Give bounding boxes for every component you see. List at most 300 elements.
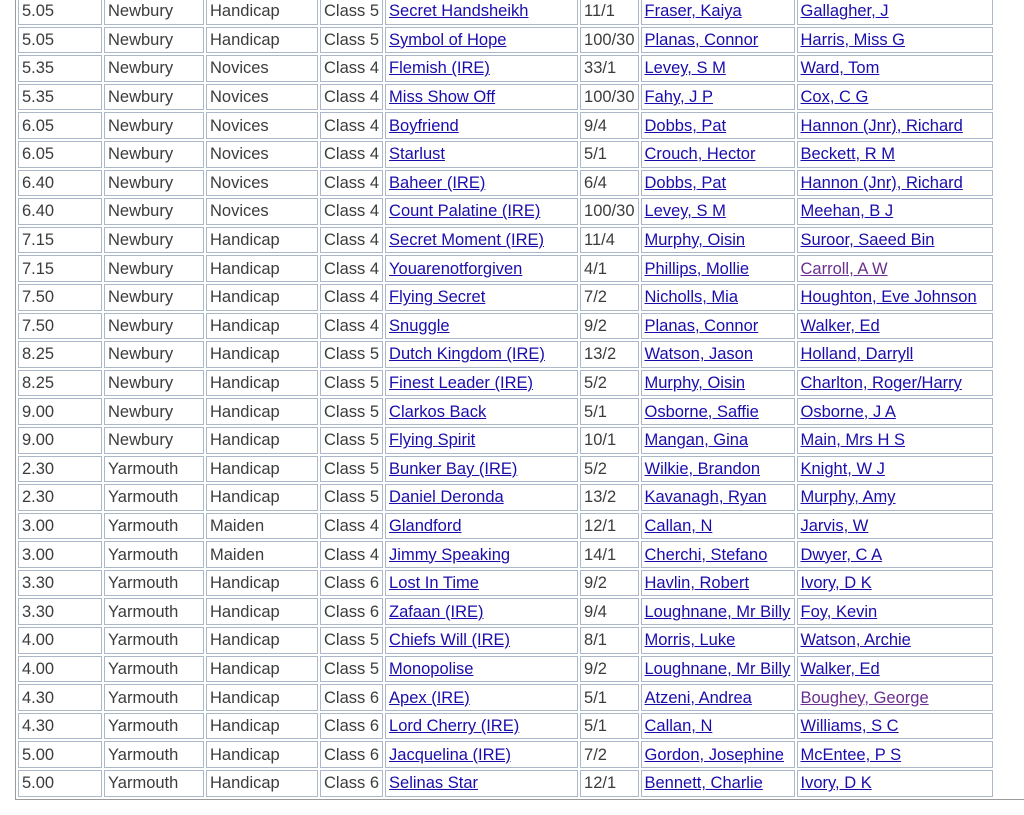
trainer-link[interactable]: Carroll, A W [800, 259, 888, 278]
jockey-link[interactable]: Bennett, Charlie [644, 774, 763, 793]
trainer-link[interactable]: Knight, W J [800, 459, 885, 478]
jockey-cell [641, 313, 795, 340]
race-time-cell: 6.05 [22, 116, 55, 135]
horse-cell [385, 55, 578, 82]
time-cell [18, 770, 102, 797]
jockey-link[interactable]: Dobbs, Pat [644, 116, 727, 135]
race-class-cell: Class 4 [324, 145, 380, 164]
horse-cell [385, 370, 578, 397]
type-cell [206, 255, 318, 282]
course-cell: Newbury [108, 145, 174, 164]
course-cell [104, 598, 204, 625]
trainer-link[interactable]: Boughey, George [800, 688, 929, 707]
horse-cell [385, 27, 578, 54]
jockey-link[interactable]: Gordon, Josephine [644, 745, 784, 764]
jockey-cell [641, 570, 795, 597]
table-row [18, 484, 993, 511]
class-cell [320, 84, 383, 111]
trainer-cell [797, 84, 993, 111]
race-time-cell: 3.00 [22, 545, 55, 564]
race-time-cell: 6.05 [22, 145, 55, 164]
race-type-cell: Novices [210, 116, 269, 135]
odds-cell [580, 112, 638, 139]
table-row [18, 141, 993, 168]
table-row [18, 713, 993, 740]
type-cell [206, 27, 318, 54]
horse-link[interactable]: Dutch Kingdom (IRE) [389, 345, 545, 364]
jockey-link[interactable]: Murphy, Oisin [644, 374, 746, 393]
race-type-cell: Maiden [210, 516, 265, 535]
type-cell [206, 284, 318, 311]
jockey-link[interactable]: Watson, Jason [644, 345, 754, 364]
class-cell [320, 198, 383, 225]
trainer-link[interactable]: Harris, Miss G [800, 30, 905, 49]
race-type-cell: Maiden [210, 545, 265, 564]
race-class-cell: Class 5 [324, 431, 380, 450]
odds-cell [580, 713, 638, 740]
odds-cell [580, 541, 638, 568]
course-cell [104, 0, 204, 25]
jockey-link[interactable]: Atzeni, Andrea [644, 688, 752, 707]
type-cell [206, 398, 318, 425]
race-class-cell: Class 4 [324, 316, 380, 335]
jockey-cell [641, 141, 795, 168]
class-cell [320, 570, 383, 597]
jockey-link[interactable]: Osborne, Saffie [644, 402, 759, 421]
trainer-link[interactable]: Meehan, B J [800, 202, 894, 221]
odds-cell [580, 341, 638, 368]
odds-cell [580, 741, 638, 768]
horse-cell [385, 255, 578, 282]
course-cell [104, 513, 204, 540]
course-cell [104, 27, 204, 54]
course-cell [104, 198, 204, 225]
class-cell [320, 313, 383, 340]
trainer-link[interactable]: Ward, Tom [800, 59, 880, 78]
horse-cell [385, 541, 578, 568]
jockey-link[interactable]: Morris, Luke [644, 631, 736, 650]
odds-cell [580, 227, 638, 254]
horse-cell [385, 456, 578, 483]
horse-link[interactable]: Jimmy Speaking [389, 545, 511, 564]
odds-cell: 9/2 [584, 316, 607, 335]
jockey-link[interactable]: Dobbs, Pat [644, 173, 727, 192]
race-class-cell: Class 4 [324, 173, 380, 192]
race-class-cell: Class 5 [324, 631, 380, 650]
course-cell [104, 370, 204, 397]
results-table-body [18, 0, 993, 797]
jockey-link[interactable]: Nicholls, Mia [644, 288, 739, 307]
course-cell: Newbury [108, 59, 174, 78]
odds-cell: 5/1 [584, 402, 607, 421]
trainer-link[interactable]: Beckett, R M [800, 145, 895, 164]
horse-link[interactable]: Baheer (IRE) [389, 173, 486, 192]
type-cell [206, 684, 318, 711]
class-cell [320, 513, 383, 540]
race-type-cell: Handicap [210, 688, 280, 707]
time-cell [18, 656, 102, 683]
course-cell [104, 770, 204, 797]
class-cell [320, 427, 383, 454]
jockey-cell [641, 741, 795, 768]
race-class-cell: Class 4 [324, 202, 380, 221]
time-cell [18, 684, 102, 711]
jockey-link[interactable]: Kavanagh, Ryan [644, 488, 767, 507]
odds-cell: 6/4 [584, 173, 607, 192]
odds-cell: 12/1 [584, 774, 617, 793]
jockey-link[interactable]: Wilkie, Brandon [644, 459, 761, 478]
course-cell: Newbury [108, 30, 174, 49]
course-cell: Newbury [108, 116, 174, 135]
type-cell [206, 227, 318, 254]
course-cell: Newbury [108, 402, 174, 421]
odds-cell [580, 84, 638, 111]
race-class-cell: Class 4 [324, 88, 380, 107]
course-cell [104, 484, 204, 511]
course-cell [104, 570, 204, 597]
odds-cell [580, 284, 638, 311]
odds-cell: 5/1 [584, 717, 607, 736]
odds-cell: 13/2 [584, 345, 617, 364]
trainer-link[interactable]: Williams, S C [800, 717, 899, 736]
jockey-link[interactable]: Callan, N [644, 717, 713, 736]
trainer-link[interactable]: Walker, Ed [800, 316, 880, 335]
horse-link[interactable]: Flemish (IRE) [389, 59, 490, 78]
type-cell [206, 541, 318, 568]
odds-cell: 10/1 [584, 431, 617, 450]
course-cell [104, 713, 204, 740]
type-cell [206, 656, 318, 683]
jockey-cell [641, 84, 795, 111]
horse-link[interactable]: Youarenotforgiven [389, 259, 523, 278]
trainer-cell [797, 398, 993, 425]
jockey-link[interactable]: Levey, S M [644, 59, 726, 78]
type-cell [206, 456, 318, 483]
odds-cell: 7/2 [584, 288, 607, 307]
course-cell [104, 284, 204, 311]
race-class-cell: Class 4 [324, 516, 380, 535]
trainer-link[interactable]: Holland, Darryll [800, 345, 914, 364]
class-cell [320, 255, 383, 282]
trainer-link[interactable]: Dwyer, C A [800, 545, 883, 564]
odds-cell [580, 427, 638, 454]
race-type-cell: Novices [210, 202, 269, 221]
table-row [18, 313, 993, 340]
table-row [18, 598, 993, 625]
jockey-link[interactable]: Planas, Connor [644, 316, 759, 335]
jockey-link[interactable]: Murphy, Oisin [644, 231, 746, 250]
course-cell: Newbury [108, 288, 174, 307]
jockey-link[interactable]: Loughnane, Mr Billy [644, 659, 791, 678]
type-cell [206, 513, 318, 540]
class-cell [320, 370, 383, 397]
odds-cell: 9/4 [584, 602, 607, 621]
jockey-cell [641, 284, 795, 311]
trainer-cell [797, 0, 993, 25]
race-time-cell: 5.00 [22, 745, 55, 764]
trainer-link[interactable]: Houghton, Eve Johnson [800, 288, 977, 307]
race-time-cell: 3.30 [22, 602, 55, 621]
table-row [18, 55, 993, 82]
jockey-cell [641, 227, 795, 254]
course-cell: Yarmouth [108, 659, 179, 678]
course-cell [104, 313, 204, 340]
trainer-cell [797, 570, 993, 597]
horse-link[interactable]: Count Palatine (IRE) [389, 202, 541, 221]
race-time-cell: 7.50 [22, 316, 55, 335]
trainer-cell [797, 284, 993, 311]
odds-cell: 4/1 [584, 259, 607, 278]
trainer-link[interactable]: Gallagher, J [800, 2, 889, 21]
horse-link[interactable]: Starlust [389, 145, 445, 164]
horse-link[interactable]: Lost In Time [389, 574, 479, 593]
odds-cell: 100/30 [584, 202, 635, 221]
course-cell [104, 741, 204, 768]
race-time-cell: 8.25 [22, 345, 55, 364]
horse-link[interactable]: Secret Handsheikh [389, 2, 529, 21]
jockey-link[interactable]: Fraser, Kaiya [644, 2, 742, 21]
horse-cell [385, 170, 578, 197]
odds-cell [580, 27, 638, 54]
time-cell [18, 313, 102, 340]
trainer-cell [797, 598, 993, 625]
trainer-link[interactable]: Ivory, D K [800, 774, 872, 793]
horse-link[interactable]: Flying Spirit [389, 431, 476, 450]
time-cell [18, 227, 102, 254]
course-cell: Yarmouth [108, 688, 179, 707]
table-row [18, 341, 993, 368]
time-cell [18, 398, 102, 425]
course-cell: Newbury [108, 173, 174, 192]
course-cell [104, 55, 204, 82]
type-cell [206, 55, 318, 82]
jockey-link[interactable]: Crouch, Hector [644, 145, 756, 164]
horse-link[interactable]: Snuggle [389, 316, 450, 335]
race-time-cell: 4.00 [22, 631, 55, 650]
race-time-cell: 4.30 [22, 688, 55, 707]
table-row [18, 0, 993, 25]
horse-cell [385, 484, 578, 511]
trainer-link[interactable]: Jarvis, W [800, 516, 869, 535]
course-cell [104, 170, 204, 197]
horse-link[interactable]: Zafaan (IRE) [389, 602, 484, 621]
time-cell [18, 112, 102, 139]
race-type-cell: Handicap [210, 459, 280, 478]
jockey-link[interactable]: Mangan, Gina [644, 431, 749, 450]
course-cell: Yarmouth [108, 574, 179, 593]
type-cell [206, 84, 318, 111]
race-time-cell: 3.00 [22, 516, 55, 535]
race-type-cell: Handicap [210, 374, 280, 393]
race-time-cell: 9.00 [22, 431, 55, 450]
race-time-cell: 7.50 [22, 288, 55, 307]
trainer-link[interactable]: Charlton, Roger/Harry [800, 374, 962, 393]
trainer-link[interactable]: Hannon (Jnr), Richard [800, 116, 963, 135]
horse-link[interactable]: Selinas Star [389, 774, 478, 793]
horse-cell [385, 284, 578, 311]
jockey-link[interactable]: Planas, Connor [644, 30, 759, 49]
race-time-cell: 5.00 [22, 774, 55, 793]
class-cell [320, 284, 383, 311]
horse-link[interactable]: Daniel Deronda [389, 488, 504, 507]
course-cell: Newbury [108, 374, 174, 393]
race-class-cell: Class 5 [324, 402, 380, 421]
jockey-link[interactable]: Callan, N [644, 516, 713, 535]
table-row [18, 170, 993, 197]
type-cell [206, 341, 318, 368]
horse-link[interactable]: Finest Leader (IRE) [389, 374, 534, 393]
trainer-cell [797, 141, 993, 168]
trainer-cell [797, 370, 993, 397]
race-type-cell: Handicap [210, 30, 280, 49]
jockey-cell [641, 370, 795, 397]
horse-link[interactable]: Miss Show Off [389, 88, 496, 107]
class-cell [320, 456, 383, 483]
odds-cell [580, 513, 638, 540]
class-cell [320, 627, 383, 654]
horse-link[interactable]: Monopolise [389, 659, 474, 678]
type-cell [206, 170, 318, 197]
course-cell [104, 541, 204, 568]
odds-cell: 100/30 [584, 30, 635, 49]
trainer-link[interactable]: Watson, Archie [800, 631, 911, 650]
horse-cell [385, 627, 578, 654]
trainer-link[interactable]: Osborne, J A [800, 402, 896, 421]
horse-link[interactable]: Lord Cherry (IRE) [389, 717, 520, 736]
table-row [18, 541, 993, 568]
course-cell: Newbury [108, 431, 174, 450]
horse-link[interactable]: Bunker Bay (IRE) [389, 459, 518, 478]
jockey-cell [641, 656, 795, 683]
course-cell [104, 84, 204, 111]
trainer-link[interactable]: Suroor, Saeed Bin [800, 231, 935, 250]
horse-link[interactable]: Boyfriend [389, 116, 459, 135]
trainer-cell [797, 198, 993, 225]
type-cell [206, 570, 318, 597]
jockey-link[interactable]: Fahy, J P [644, 88, 713, 107]
odds-cell: 11/1 [584, 2, 615, 21]
time-cell [18, 513, 102, 540]
jockey-link[interactable]: Havlin, Robert [644, 574, 750, 593]
horse-cell [385, 427, 578, 454]
race-class-cell: Class 5 [324, 30, 380, 49]
race-type-cell: Handicap [210, 602, 280, 621]
course-cell: Yarmouth [108, 745, 179, 764]
table-row [18, 284, 993, 311]
jockey-link[interactable]: Cherchi, Stefano [644, 545, 768, 564]
race-class-cell: Class 4 [324, 59, 380, 78]
class-cell [320, 713, 383, 740]
trainer-link[interactable]: Main, Mrs H S [800, 431, 906, 450]
trainer-link[interactable]: Foy, Kevin [800, 602, 878, 621]
type-cell [206, 198, 318, 225]
course-cell [104, 141, 204, 168]
jockey-link[interactable]: Levey, S M [644, 202, 726, 221]
race-type-cell: Handicap [210, 345, 280, 364]
horse-link[interactable]: Jacquelina (IRE) [389, 745, 512, 764]
trainer-link[interactable]: Walker, Ed [800, 659, 880, 678]
odds-cell [580, 627, 638, 654]
odds-cell: 5/1 [584, 145, 607, 164]
horse-link[interactable]: Secret Moment (IRE) [389, 231, 544, 250]
horse-link[interactable]: Chiefs Will (IRE) [389, 631, 511, 650]
table-row [18, 656, 993, 683]
course-cell: Yarmouth [108, 602, 179, 621]
jockey-cell [641, 27, 795, 54]
horse-cell [385, 513, 578, 540]
odds-cell [580, 370, 638, 397]
race-time-cell: 5.05 [22, 30, 55, 49]
horse-link[interactable]: Apex (IRE) [389, 688, 470, 707]
trainer-cell [797, 541, 993, 568]
trainer-cell [797, 456, 993, 483]
trainer-cell [797, 227, 993, 254]
trainer-link[interactable]: Cox, C G [800, 88, 869, 107]
trainer-link[interactable]: Hannon (Jnr), Richard [800, 173, 963, 192]
race-type-cell: Handicap [210, 745, 280, 764]
jockey-link[interactable]: Phillips, Mollie [644, 259, 750, 278]
course-cell: Yarmouth [108, 459, 179, 478]
jockey-cell [641, 684, 795, 711]
time-cell [18, 456, 102, 483]
course-cell [104, 427, 204, 454]
race-type-cell: Handicap [210, 717, 280, 736]
class-cell [320, 227, 383, 254]
course-cell: Yarmouth [108, 631, 179, 650]
horse-link[interactable]: Glandford [389, 516, 462, 535]
course-cell [104, 341, 204, 368]
time-cell [18, 741, 102, 768]
time-cell [18, 284, 102, 311]
horse-link[interactable]: Symbol of Hope [389, 30, 507, 49]
race-type-cell: Handicap [210, 431, 280, 450]
odds-cell: 13/2 [584, 488, 617, 507]
results-table-container [15, 0, 1024, 800]
course-cell [104, 656, 204, 683]
table-row [18, 427, 993, 454]
horse-cell [385, 598, 578, 625]
trainer-link[interactable]: Ivory, D K [800, 574, 872, 593]
odds-cell: 8/1 [584, 631, 607, 650]
type-cell [206, 427, 318, 454]
jockey-cell [641, 598, 795, 625]
table-row [18, 741, 993, 768]
race-type-cell: Novices [210, 59, 269, 78]
odds-cell [580, 313, 638, 340]
jockey-link[interactable]: Loughnane, Mr Billy [644, 602, 791, 621]
race-class-cell: Class 5 [324, 374, 380, 393]
odds-cell: 9/2 [584, 574, 607, 593]
race-class-cell: Class 4 [324, 259, 380, 278]
type-cell [206, 0, 318, 25]
trainer-link[interactable]: Murphy, Amy [800, 488, 896, 507]
trainer-link[interactable]: McEntee, P S [800, 745, 902, 764]
class-cell [320, 770, 383, 797]
time-cell [18, 341, 102, 368]
type-cell [206, 112, 318, 139]
table-row [18, 84, 993, 111]
jockey-cell [641, 398, 795, 425]
time-cell [18, 627, 102, 654]
type-cell [206, 370, 318, 397]
race-type-cell: Novices [210, 173, 269, 192]
time-cell [18, 170, 102, 197]
table-row [18, 684, 993, 711]
horse-link[interactable]: Clarkos Back [389, 402, 487, 421]
race-type-cell: Handicap [210, 774, 280, 793]
race-class-cell: Class 5 [324, 488, 380, 507]
horse-link[interactable]: Flying Secret [389, 288, 486, 307]
